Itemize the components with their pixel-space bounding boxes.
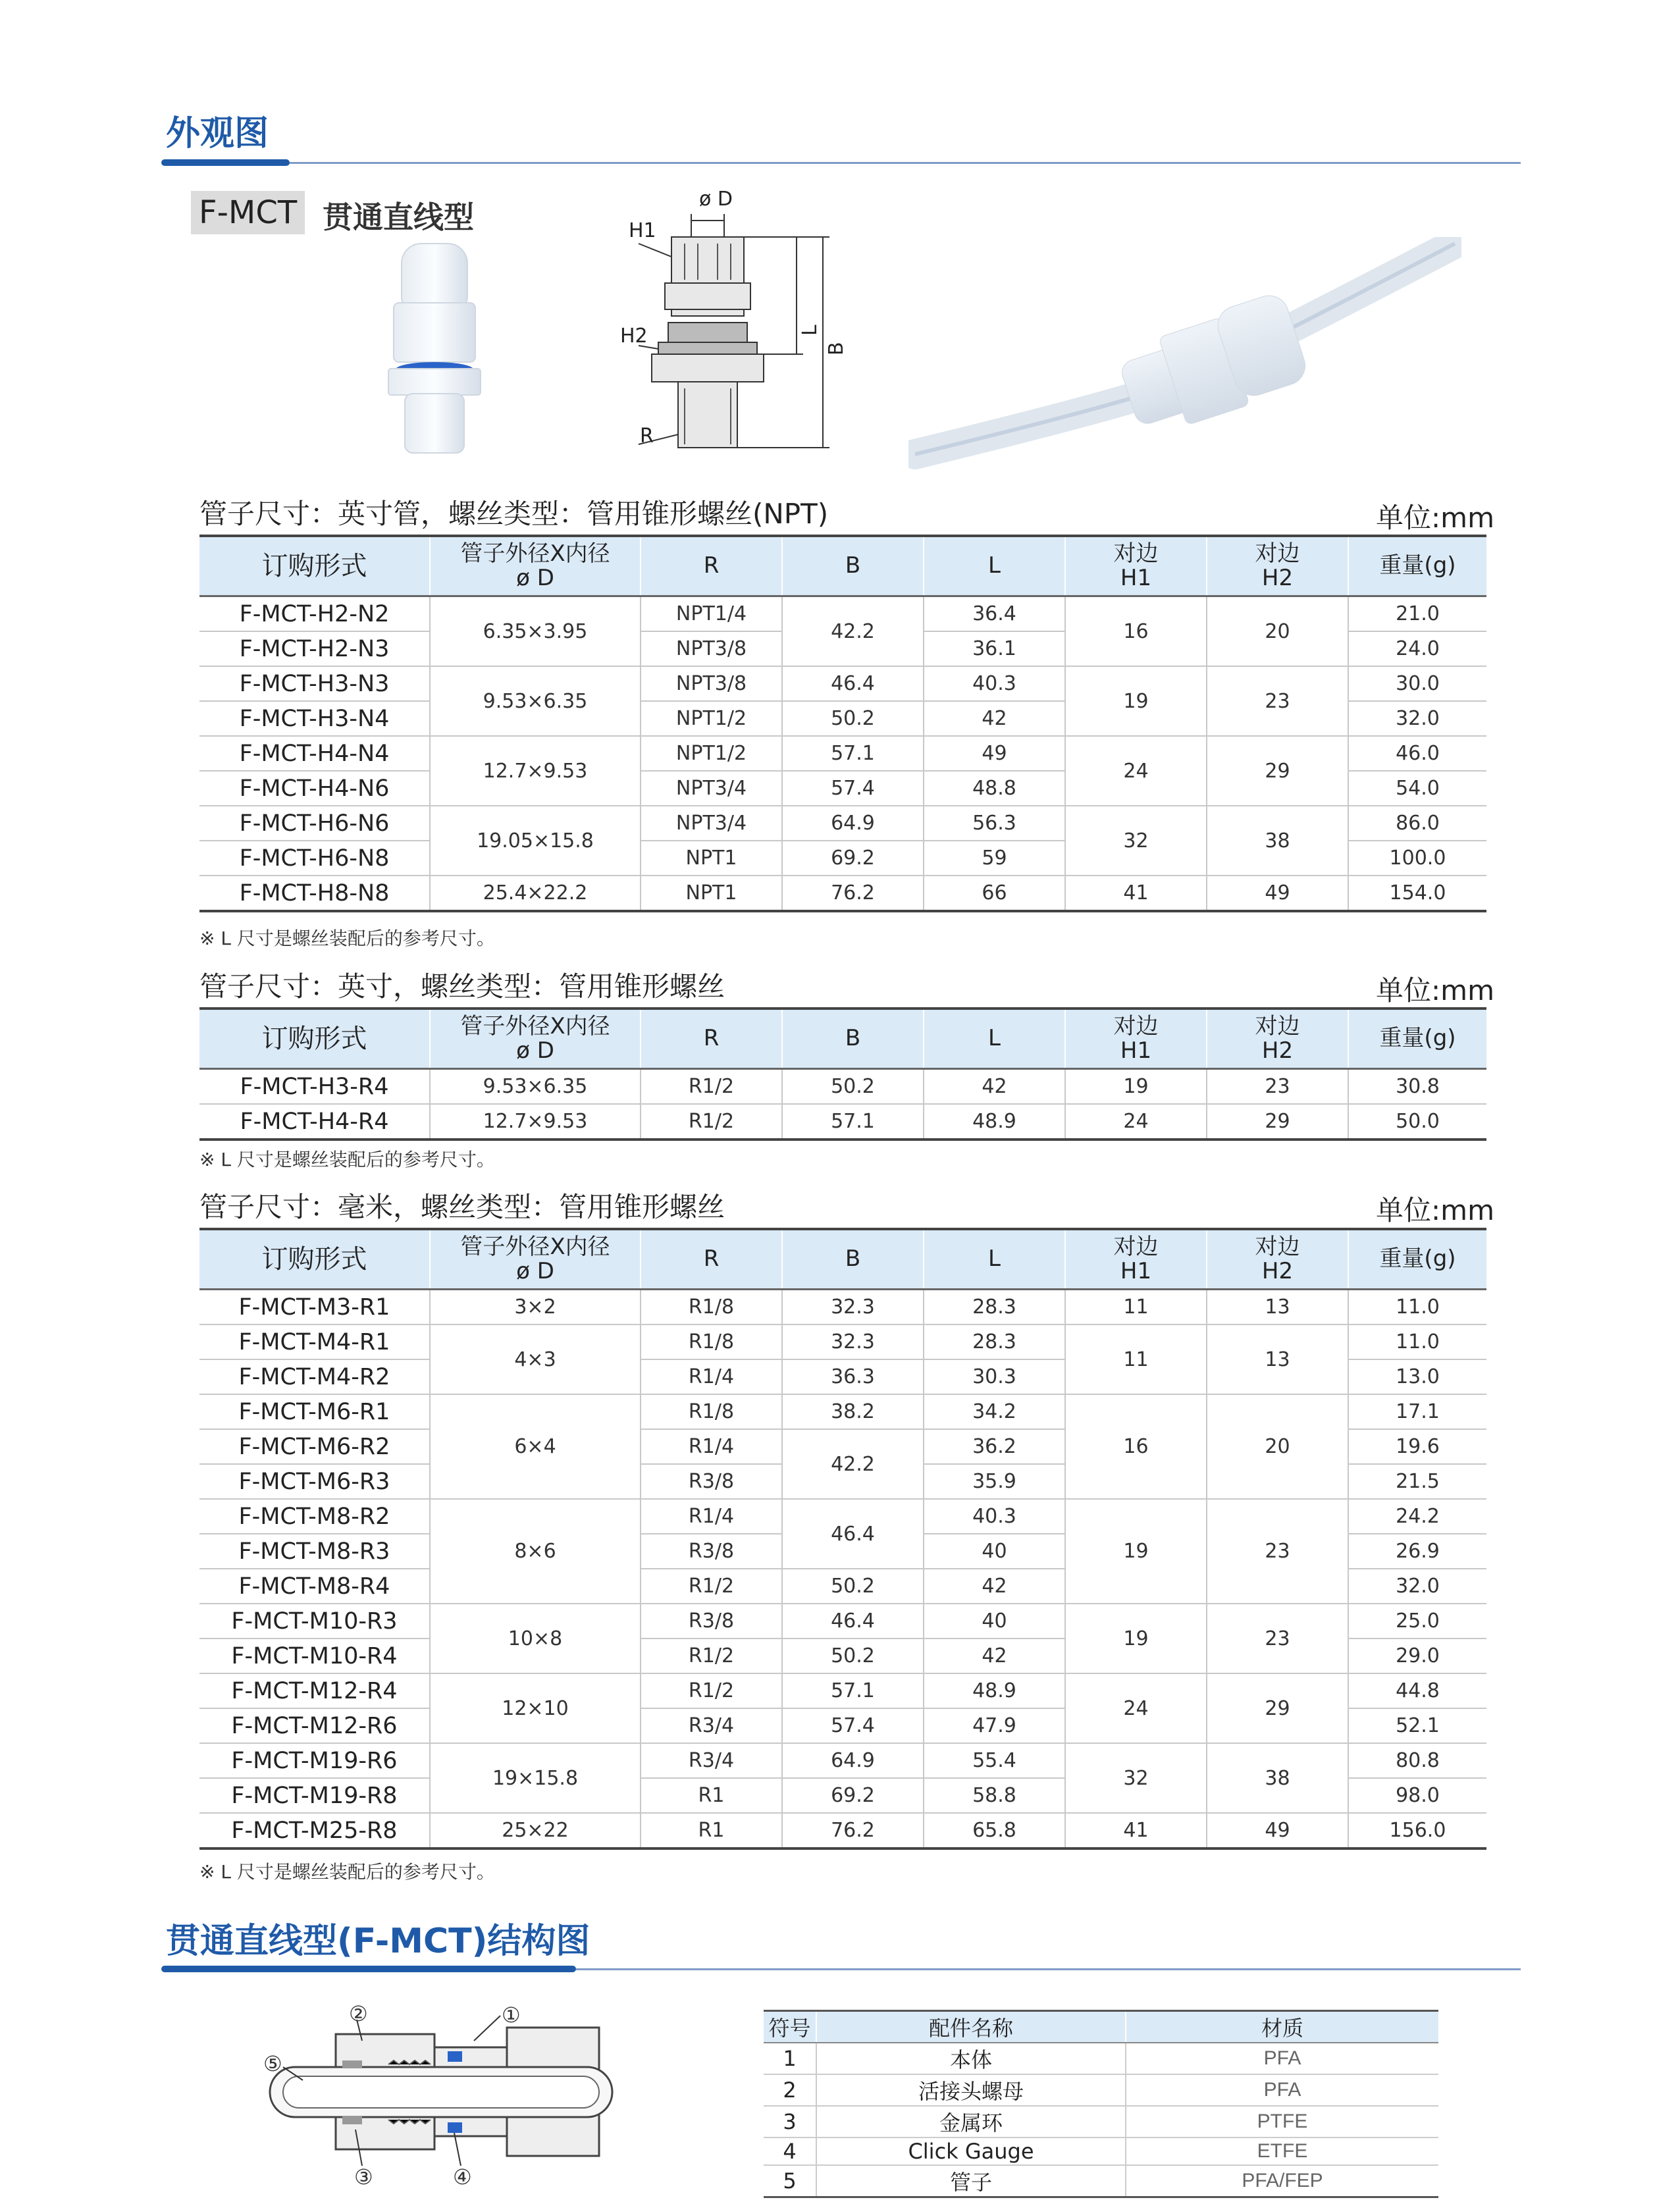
col-header-h1-l1: 对边 xyxy=(1113,540,1159,567)
table-cell: 29 xyxy=(1207,1104,1348,1140)
table-cell: 58.8 xyxy=(924,1778,1065,1813)
col-header-b: B xyxy=(782,536,924,596)
parts-row xyxy=(764,2137,1438,2165)
structure-drawing xyxy=(257,2001,625,2186)
table-cell: F-MCT-M6-R3 xyxy=(199,1464,430,1499)
table-cell: 21.0 xyxy=(1348,596,1486,632)
table-cell: 41 xyxy=(1065,876,1207,911)
spec-table-metric xyxy=(199,1228,1486,1850)
table-cell: 34.2 xyxy=(924,1394,1065,1429)
table-cell: R3/4 xyxy=(641,1743,782,1778)
table-cell: 42 xyxy=(924,1638,1065,1673)
table-cell: 48.9 xyxy=(924,1104,1065,1140)
col-header-tube-l2: ø D xyxy=(516,565,554,591)
table-cell: NPT3/8 xyxy=(641,631,782,666)
col-header-h2 xyxy=(1207,1009,1348,1069)
table-cell: 36.1 xyxy=(924,631,1065,666)
table-cell: 69.2 xyxy=(782,841,924,876)
table-cell: 49 xyxy=(1207,1813,1348,1848)
part-material: PTFE xyxy=(1126,2106,1438,2137)
table-cell: 46.4 xyxy=(782,1604,924,1638)
table-cell: 57.4 xyxy=(782,771,924,806)
table-cell: 11 xyxy=(1065,1324,1207,1394)
drawing-label-r: R xyxy=(640,425,654,448)
table-cell: 49 xyxy=(924,736,1065,771)
table-cell: 32 xyxy=(1065,806,1207,876)
table-cell: 29 xyxy=(1207,736,1348,806)
table-cell: 23 xyxy=(1207,1604,1348,1673)
part-no: 5 xyxy=(764,2165,816,2197)
table-cell: 55.4 xyxy=(924,1743,1065,1778)
table-cell: 20 xyxy=(1207,1394,1348,1499)
table-cell: 3×2 xyxy=(430,1290,641,1325)
callout-4: ④ xyxy=(453,2164,472,2186)
col-header-h2 xyxy=(1207,536,1348,596)
table-row xyxy=(199,1499,1486,1534)
table-cell: 35.9 xyxy=(924,1464,1065,1499)
table-cell: F-MCT-M4-R2 xyxy=(199,1359,430,1394)
table-cell: F-MCT-M10-R3 xyxy=(199,1604,430,1638)
table-cell: 57.1 xyxy=(782,1673,924,1708)
col-header-model: 订购形式 xyxy=(199,1009,430,1069)
table-cell: 19 xyxy=(1065,1499,1207,1604)
table-cell: 40 xyxy=(924,1604,1065,1638)
part-no: 1 xyxy=(764,2043,816,2074)
col-header-h2-l1: 对边 xyxy=(1255,1012,1300,1039)
dimension-drawing xyxy=(612,184,862,474)
table-cell: 26.9 xyxy=(1348,1534,1486,1569)
part-material: PFA xyxy=(1126,2074,1438,2106)
table-cell: R3/8 xyxy=(641,1604,782,1638)
table-cell: NPT1/4 xyxy=(641,596,782,632)
table-cell: 46.0 xyxy=(1348,736,1486,771)
table-cell: 13 xyxy=(1207,1324,1348,1394)
table-cell: 32.0 xyxy=(1348,1569,1486,1604)
parts-row xyxy=(764,2165,1438,2197)
part-name: 活接头螺母 xyxy=(816,2074,1126,2106)
col-header-h1 xyxy=(1065,536,1207,596)
table-row xyxy=(199,736,1486,771)
table-cell: R1/2 xyxy=(641,1104,782,1140)
table-cell: F-MCT-M6-R1 xyxy=(199,1394,430,1429)
table-cell: 156.0 xyxy=(1348,1813,1486,1848)
table-cell: 46.4 xyxy=(782,666,924,701)
table-cell: 11.0 xyxy=(1348,1324,1486,1359)
table-cell: 42 xyxy=(924,1069,1065,1105)
table-cell: 6.35×3.95 xyxy=(430,596,641,667)
table-cell: 28.3 xyxy=(924,1290,1065,1325)
parts-header-no: 符号 xyxy=(764,2011,816,2043)
table-cell: F-MCT-H3-N3 xyxy=(199,666,430,701)
col-header-tube-l1: 管子外径X内径 xyxy=(460,1012,610,1039)
table-cell: F-MCT-M12-R4 xyxy=(199,1673,430,1708)
table-cell: R3/8 xyxy=(641,1464,782,1499)
table-cell: 42.2 xyxy=(782,1429,924,1499)
table-cell: 50.2 xyxy=(782,1638,924,1673)
table-cell: F-MCT-H6-N8 xyxy=(199,841,430,876)
table-cell: R1/4 xyxy=(641,1499,782,1534)
table-cell: 154.0 xyxy=(1348,876,1486,911)
table-row xyxy=(199,1673,1486,1708)
table-cell: 69.2 xyxy=(782,1778,924,1813)
col-header-b: B xyxy=(782,1229,924,1290)
table-cell: F-MCT-M4-R1 xyxy=(199,1324,430,1359)
table-cell: 49 xyxy=(1207,876,1348,911)
table-cell: 25.4×22.2 xyxy=(430,876,641,911)
table-cell: R1/8 xyxy=(641,1324,782,1359)
col-header-h2-l2: H2 xyxy=(1261,1258,1294,1284)
table-cell: NPT1 xyxy=(641,876,782,911)
col-header-tube-l2: ø D xyxy=(516,1037,554,1064)
table-cell: R1/2 xyxy=(641,1673,782,1708)
col-header-l: L xyxy=(924,1229,1065,1290)
table-cell: 19×15.8 xyxy=(430,1743,641,1813)
spec-table-npt xyxy=(199,535,1486,912)
table-cell: 19.6 xyxy=(1348,1429,1486,1464)
col-header-model: 订购形式 xyxy=(199,1229,430,1290)
table-cell: 50.2 xyxy=(782,1569,924,1604)
table-cell: 19 xyxy=(1065,1069,1207,1105)
col-header-h1-l1: 对边 xyxy=(1113,1012,1159,1039)
table-cell: R1/2 xyxy=(641,1069,782,1105)
table-cell: F-MCT-M25-R8 xyxy=(199,1813,430,1848)
table-cell: NPT1/2 xyxy=(641,701,782,736)
col-header-h2 xyxy=(1207,1229,1348,1290)
section-title-appearance: 外观图 xyxy=(166,114,269,153)
table-cell: 32 xyxy=(1065,1743,1207,1813)
table-row xyxy=(199,1743,1486,1778)
table-cell: 44.8 xyxy=(1348,1673,1486,1708)
table-cell: R1/8 xyxy=(641,1394,782,1429)
table-cell: 29.0 xyxy=(1348,1638,1486,1673)
parts-table xyxy=(764,2010,1438,2198)
table2-unit: 单位:mm xyxy=(1376,974,1494,1007)
table-cell: 76.2 xyxy=(782,876,924,911)
col-header-tube xyxy=(430,536,641,596)
table-cell: 38 xyxy=(1207,806,1348,876)
table-cell: F-MCT-M19-R8 xyxy=(199,1778,430,1813)
col-header-r: R xyxy=(641,1229,782,1290)
table-cell: 59 xyxy=(924,841,1065,876)
section-title-structure: 贯通直线型(F-MCT)结构图 xyxy=(166,1922,591,1961)
col-header-h2-l2: H2 xyxy=(1261,1037,1294,1064)
table-cell: 46.4 xyxy=(782,1499,924,1569)
col-header-r: R xyxy=(641,1009,782,1069)
part-no: 4 xyxy=(764,2137,816,2165)
section-divider xyxy=(290,162,1521,164)
table-cell: 20 xyxy=(1207,596,1348,667)
col-header-weight: 重量(g) xyxy=(1348,1229,1486,1290)
col-header-r: R xyxy=(641,536,782,596)
table-cell: 16 xyxy=(1065,596,1207,667)
table-cell: 13.0 xyxy=(1348,1359,1486,1394)
table-cell: 42 xyxy=(924,1569,1065,1604)
table-row xyxy=(199,1813,1486,1848)
callout-1: ① xyxy=(502,2003,521,2028)
table-cell: 57.1 xyxy=(782,736,924,771)
col-header-h1 xyxy=(1065,1009,1207,1069)
table3-caption: 管子尺寸：毫米，螺丝类型：管用锥形螺丝 xyxy=(199,1191,725,1223)
product-photo-tube xyxy=(908,237,1461,474)
table-cell: R1 xyxy=(641,1778,782,1813)
table3-note: ※ L 尺寸是螺丝装配后的参考尺寸。 xyxy=(199,1861,495,1883)
col-header-tube-l1: 管子外径X内径 xyxy=(460,1233,610,1260)
table-cell: 40.3 xyxy=(924,666,1065,701)
table-cell: R1/2 xyxy=(641,1638,782,1673)
table-cell: 21.5 xyxy=(1348,1464,1486,1499)
table-cell: F-MCT-M19-R6 xyxy=(199,1743,430,1778)
col-header-b: B xyxy=(782,1009,924,1069)
table-cell: 24.0 xyxy=(1348,631,1486,666)
col-header-l: L xyxy=(924,536,1065,596)
part-no: 2 xyxy=(764,2074,816,2106)
drawing-label-l: L xyxy=(799,325,822,336)
table-cell: 23 xyxy=(1207,1069,1348,1105)
table-cell: 25×22 xyxy=(430,1813,641,1848)
table-cell: R3/4 xyxy=(641,1708,782,1743)
table-row xyxy=(199,1394,1486,1429)
table-cell: R1/4 xyxy=(641,1359,782,1394)
table-cell: 86.0 xyxy=(1348,806,1486,841)
table-cell: 36.3 xyxy=(782,1359,924,1394)
parts-header-material: 材质 xyxy=(1126,2011,1438,2043)
table-cell: F-MCT-H4-N4 xyxy=(199,736,430,771)
table-row xyxy=(199,806,1486,841)
table-cell: 57.4 xyxy=(782,1708,924,1743)
part-material: PFA/FEP xyxy=(1126,2165,1438,2197)
table1-caption: 管子尺寸：英寸管，螺丝类型：管用锥形螺丝(NPT) xyxy=(199,498,829,530)
table-cell: 36.2 xyxy=(924,1429,1065,1464)
col-header-tube-l1: 管子外径X内径 xyxy=(460,540,610,567)
table-cell: F-MCT-H6-N6 xyxy=(199,806,430,841)
table-cell: R1 xyxy=(641,1813,782,1848)
col-header-h1 xyxy=(1065,1229,1207,1290)
part-name: 本体 xyxy=(816,2043,1126,2074)
table-cell: 19.05×15.8 xyxy=(430,806,641,876)
col-header-h1-l2: H1 xyxy=(1120,1258,1152,1284)
table-row xyxy=(199,1069,1486,1105)
table-cell: 98.0 xyxy=(1348,1778,1486,1813)
table2-caption: 管子尺寸：英寸，螺丝类型：管用锥形螺丝 xyxy=(199,970,725,1003)
table-row xyxy=(199,1104,1486,1140)
table-cell: 32.0 xyxy=(1348,701,1486,736)
table-cell: 48.8 xyxy=(924,771,1065,806)
table-cell: 24 xyxy=(1065,1673,1207,1743)
drawing-label-h2: H2 xyxy=(620,325,648,348)
table-cell: 50.0 xyxy=(1348,1104,1486,1140)
table-cell: 42.2 xyxy=(782,596,924,667)
table-cell: 48.9 xyxy=(924,1673,1065,1708)
section2-divider xyxy=(576,1968,1521,1970)
col-header-h2-l1: 对边 xyxy=(1255,1233,1300,1260)
table-row xyxy=(199,666,1486,701)
table-cell: 42 xyxy=(924,701,1065,736)
table-cell: F-MCT-H2-N2 xyxy=(199,596,430,632)
table-cell: F-MCT-H8-N8 xyxy=(199,876,430,911)
col-header-model: 订购形式 xyxy=(199,536,430,596)
part-material: ETFE xyxy=(1126,2137,1438,2165)
table-cell: 30.0 xyxy=(1348,666,1486,701)
table-row xyxy=(199,1604,1486,1638)
table-cell: 29 xyxy=(1207,1673,1348,1743)
table-cell: R3/8 xyxy=(641,1534,782,1569)
parts-row xyxy=(764,2074,1438,2106)
table-cell: NPT1 xyxy=(641,841,782,876)
col-header-tube xyxy=(430,1009,641,1069)
table-cell: 38 xyxy=(1207,1743,1348,1813)
table-cell: 80.8 xyxy=(1348,1743,1486,1778)
table-cell: 47.9 xyxy=(924,1708,1065,1743)
col-header-tube-l2: ø D xyxy=(516,1258,554,1284)
table-cell: F-MCT-H3-N4 xyxy=(199,701,430,736)
table-cell: 13 xyxy=(1207,1290,1348,1325)
table-cell: F-MCT-M3-R1 xyxy=(199,1290,430,1325)
table-cell: 17.1 xyxy=(1348,1394,1486,1429)
table-cell: 50.2 xyxy=(782,1069,924,1105)
part-name: Click Gauge xyxy=(816,2137,1126,2165)
table-cell: 52.1 xyxy=(1348,1708,1486,1743)
table-cell: 64.9 xyxy=(782,1743,924,1778)
col-header-h2-l2: H2 xyxy=(1261,565,1294,591)
table-cell: 10×8 xyxy=(430,1604,641,1673)
table-cell: 76.2 xyxy=(782,1813,924,1848)
table-cell: F-MCT-H4-N6 xyxy=(199,771,430,806)
table-cell: 41 xyxy=(1065,1813,1207,1848)
table-cell: 50.2 xyxy=(782,701,924,736)
table-row xyxy=(199,876,1486,911)
product-photo-fitting xyxy=(369,237,500,461)
table-cell: 40.3 xyxy=(924,1499,1065,1534)
table-cell: 23 xyxy=(1207,1499,1348,1604)
table-cell: 12.7×9.53 xyxy=(430,736,641,806)
table-cell: 66 xyxy=(924,876,1065,911)
callout-3: ③ xyxy=(354,2164,373,2186)
table-cell: 12.7×9.53 xyxy=(430,1104,641,1140)
table-cell: 30.8 xyxy=(1348,1069,1486,1105)
col-header-h1-l1: 对边 xyxy=(1113,1233,1159,1260)
table-cell: 65.8 xyxy=(924,1813,1065,1848)
table-cell: 30.3 xyxy=(924,1359,1065,1394)
part-name: 管子 xyxy=(816,2165,1126,2197)
table2-note: ※ L 尺寸是螺丝装配后的参考尺寸。 xyxy=(199,1149,495,1170)
col-header-h1-l2: H1 xyxy=(1120,1037,1152,1064)
table-cell: 24 xyxy=(1065,1104,1207,1140)
table-cell: 11.0 xyxy=(1348,1290,1486,1325)
table-cell: 40 xyxy=(924,1534,1065,1569)
table-cell: 9.53×6.35 xyxy=(430,1069,641,1105)
table-cell: NPT3/4 xyxy=(641,806,782,841)
table-cell: 19 xyxy=(1065,666,1207,736)
table-row xyxy=(199,1324,1486,1359)
table-cell: 100.0 xyxy=(1348,841,1486,876)
table-cell: 4×3 xyxy=(430,1324,641,1394)
drawing-label-b: B xyxy=(825,342,848,355)
col-header-weight: 重量(g) xyxy=(1348,1009,1486,1069)
table-cell: 25.0 xyxy=(1348,1604,1486,1638)
callout-2: ② xyxy=(349,2001,368,2026)
col-header-weight: 重量(g) xyxy=(1348,536,1486,596)
col-header-tube xyxy=(430,1229,641,1290)
section2-title-underline xyxy=(161,1966,576,1972)
table-cell: 28.3 xyxy=(924,1324,1065,1359)
table-cell: F-MCT-M8-R4 xyxy=(199,1569,430,1604)
parts-row xyxy=(764,2106,1438,2137)
table-cell: NPT3/4 xyxy=(641,771,782,806)
table-cell: F-MCT-M6-R2 xyxy=(199,1429,430,1464)
part-material: PFA xyxy=(1126,2043,1438,2074)
table1-unit: 单位:mm xyxy=(1376,502,1494,534)
table-cell: F-MCT-H4-R4 xyxy=(199,1104,430,1140)
table-cell: F-MCT-M10-R4 xyxy=(199,1638,430,1673)
table-cell: 54.0 xyxy=(1348,771,1486,806)
table-cell: 38.2 xyxy=(782,1394,924,1429)
section-title-underline xyxy=(161,159,290,166)
table-cell: F-MCT-M12-R6 xyxy=(199,1708,430,1743)
table-cell: 23 xyxy=(1207,666,1348,736)
model-name: 贯通直线型 xyxy=(323,199,474,235)
table3-unit: 单位:mm xyxy=(1376,1194,1494,1226)
spec-table-inch-r xyxy=(199,1007,1486,1141)
model-code-tag: F-MCT xyxy=(191,191,305,234)
table-cell: 56.3 xyxy=(924,806,1065,841)
table-cell: R1/8 xyxy=(641,1290,782,1325)
table-cell: 32.3 xyxy=(782,1290,924,1325)
table1-note: ※ L 尺寸是螺丝装配后的参考尺寸。 xyxy=(199,928,495,949)
table-cell: 64.9 xyxy=(782,806,924,841)
callout-5: ⑤ xyxy=(263,2051,282,2076)
col-header-l: L xyxy=(924,1009,1065,1069)
table-cell: F-MCT-M8-R3 xyxy=(199,1534,430,1569)
col-header-h2-l1: 对边 xyxy=(1255,540,1300,567)
table-cell: 8×6 xyxy=(430,1499,641,1604)
table-cell: NPT1/2 xyxy=(641,736,782,771)
table-cell: F-MCT-H2-N3 xyxy=(199,631,430,666)
table-cell: NPT3/8 xyxy=(641,666,782,701)
table-cell: 24 xyxy=(1065,736,1207,806)
table-cell: 32.3 xyxy=(782,1324,924,1359)
table-cell: 16 xyxy=(1065,1394,1207,1499)
table-cell: 36.4 xyxy=(924,596,1065,632)
table-row xyxy=(199,596,1486,632)
table-cell: R1/4 xyxy=(641,1429,782,1464)
table-cell: 19 xyxy=(1065,1604,1207,1673)
table-cell: 6×4 xyxy=(430,1394,641,1499)
parts-row xyxy=(764,2043,1438,2074)
table-cell: 12×10 xyxy=(430,1673,641,1743)
part-no: 3 xyxy=(764,2106,816,2137)
drawing-label-h1: H1 xyxy=(629,219,656,242)
table-cell: 11 xyxy=(1065,1290,1207,1325)
drawing-label-d: ø D xyxy=(699,188,733,211)
table-cell: R1/2 xyxy=(641,1569,782,1604)
table-cell: 24.2 xyxy=(1348,1499,1486,1534)
part-name: 金属环 xyxy=(816,2106,1126,2137)
table-cell: F-MCT-M8-R2 xyxy=(199,1499,430,1534)
parts-header-name: 配件名称 xyxy=(816,2011,1126,2043)
table-cell: 57.1 xyxy=(782,1104,924,1140)
table-row xyxy=(199,1290,1486,1325)
table-cell: F-MCT-H3-R4 xyxy=(199,1069,430,1105)
table-cell: 9.53×6.35 xyxy=(430,666,641,736)
col-header-h1-l2: H1 xyxy=(1120,565,1152,591)
